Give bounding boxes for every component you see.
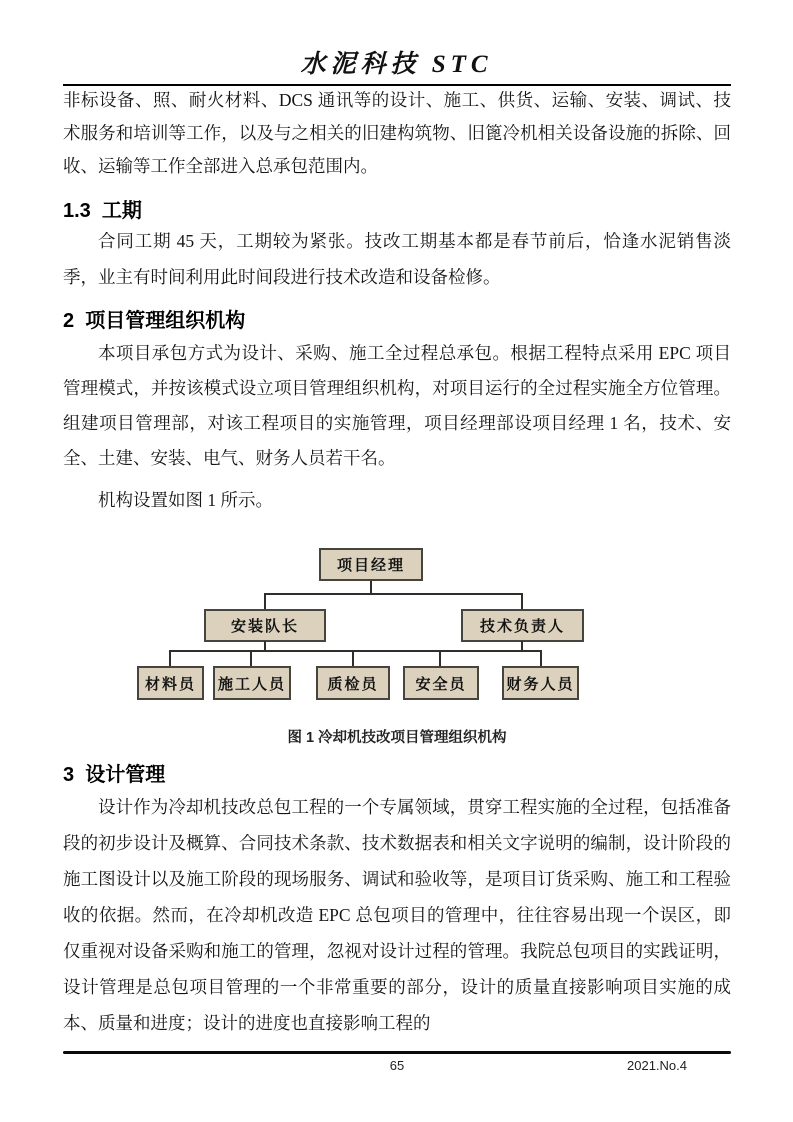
org-box-technical-director: 技术负责人 bbox=[461, 609, 584, 642]
footer-rule bbox=[63, 1051, 731, 1054]
section-2-paragraph-1: 本项目承包方式为设计、采购、施工全过程总承包。根据工程特点采用 EPC 项目管理模式，并按该模式设立项目管理组织机构，对项目运行的全过程实施全方位管理。组建项目管理部，对该工程项目的实施管理，项目经理部设项目经理 1 名，技术、安全、土建、安装、电气、财务人员若干名。 bbox=[63, 343, 731, 468]
section-heading-2: 2 项目管理组织机构 bbox=[63, 310, 246, 332]
connector-line bbox=[264, 593, 523, 595]
connector-bus-line bbox=[169, 650, 542, 652]
connector-line bbox=[169, 650, 171, 667]
org-box-finance-staff: 财务人员 bbox=[502, 666, 579, 700]
section-heading-1-3: 1.3 工期 bbox=[63, 200, 142, 222]
section-2-paragraph-2: 机构设置如图 1 所示。 bbox=[98, 490, 273, 510]
connector-line bbox=[540, 650, 542, 667]
connector-line bbox=[250, 650, 252, 667]
org-box-material-staff: 材料员 bbox=[137, 666, 204, 700]
figure-caption: 图 1 冷却机技改项目管理组织机构 bbox=[287, 730, 507, 746]
section-1-3-paragraph: 合同工期 45 天，工期较为紧张。技改工期基本都是春节前后，恰逢水泥销售淡季，业主有时间利用此时间段进行技术改造和设备检修。 bbox=[63, 231, 731, 287]
intro-paragraph: 非标设备、照、耐火材料、DCS 通讯等的设计、施工、供货、运输、安装、调试、技术服务和培训等工作，以及与之相关的旧建构筑物、旧篦冷机相关设备设施的拆除、回收、运输等工作全部进入总承包范围内。 bbox=[63, 90, 731, 176]
connector-line bbox=[521, 593, 523, 610]
org-box-safety-officer: 安全员 bbox=[403, 666, 479, 700]
connector-line bbox=[352, 650, 354, 667]
org-box-project-manager: 项目经理 bbox=[319, 548, 423, 581]
connector-line bbox=[264, 593, 266, 610]
section-3-paragraph: 设计作为冷却机技改总包工程的一个专属领域，贯穿工程实施的全过程，包括准备段的初步设计及概算、合同技术条款、技术数据表和相关文字说明的编制，设计阶段的施工图设计以及施工阶段的现场服务、调试和验收等，是项目订货采购、施工和工程验收的依据。然而，在冷却机改造 EPC 总包项目的管理中，往往容易出现一个误区，即仅重视对设备采购和施工的管理，忽视对设计过程的管理。我院总包项目的实践证明，设计管理是总包项目管理的一个非常重要的部分，设计的质量直接影响项目实施的成本、质量和进度；设计的进度也直接影响工程的 bbox=[63, 797, 731, 1033]
section-heading-3: 3 设计管理 bbox=[63, 764, 166, 786]
org-box-construction-staff: 施工人员 bbox=[213, 666, 291, 700]
journal-title: 水泥科技 STC bbox=[300, 51, 493, 78]
page-number: 65 bbox=[389, 1058, 405, 1073]
issue-number: 2021.No.4 bbox=[627, 1058, 687, 1073]
connector-line bbox=[439, 650, 441, 667]
org-box-quality-inspector: 质检员 bbox=[316, 666, 390, 700]
org-box-installation-leader: 安装队长 bbox=[204, 609, 326, 642]
